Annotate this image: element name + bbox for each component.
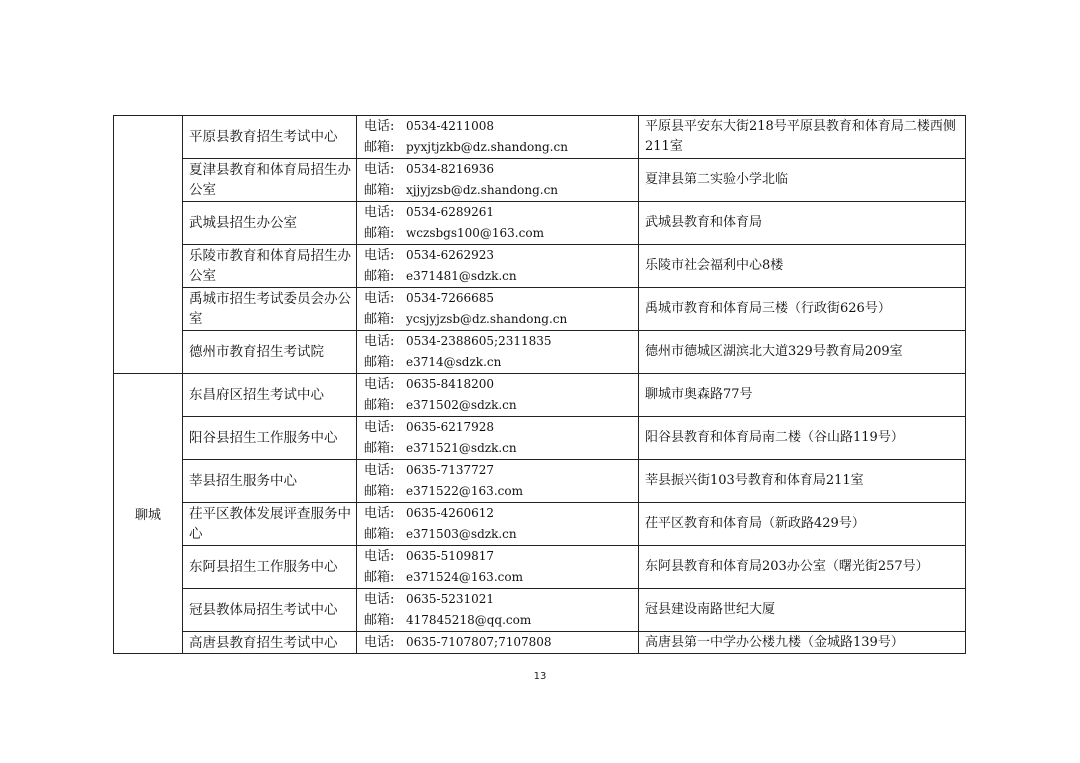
mail-label: 邮箱:	[364, 527, 395, 542]
tel-value: 0635-6217928	[406, 420, 495, 434]
tel-label: 电话:	[364, 119, 395, 134]
address-cell: 夏津县第二实验小学北临	[639, 159, 966, 202]
table-row	[114, 503, 966, 546]
contact-cell	[357, 503, 639, 546]
tel-value: 0534-6262923	[406, 248, 495, 262]
tel-value: 0534-6289261	[406, 205, 495, 219]
mail-value: e371481@sdzk.cn	[406, 269, 517, 283]
tel-label: 电话:	[364, 463, 395, 478]
mail-label: 邮箱:	[364, 269, 395, 284]
table-row	[114, 460, 966, 503]
tel-label: 电话:	[364, 635, 395, 650]
org-name: 德州市教育招生考试院	[183, 331, 357, 374]
mail-value: e371524@163.com	[406, 570, 523, 584]
address-cell: 乐陵市社会福利中心8楼	[639, 245, 966, 288]
table-row	[114, 331, 966, 374]
mail-value: e371522@163.com	[406, 484, 523, 498]
address-cell: 聊城市奥森路77号	[639, 374, 966, 417]
table-row	[114, 288, 966, 331]
address-cell: 平原县平安东大街218号平原县教育和体育局二楼西侧211室	[639, 116, 966, 159]
tel-label: 电话:	[364, 248, 395, 263]
contact-cell	[357, 460, 639, 503]
tel-value: 0534-2388605;2311835	[406, 334, 552, 348]
table-row	[114, 417, 966, 460]
mail-label: 邮箱:	[364, 613, 395, 628]
tel-label: 电话:	[364, 334, 395, 349]
mail-label: 邮箱:	[364, 140, 395, 155]
table-row	[114, 632, 966, 654]
mail-label: 邮箱:	[364, 484, 395, 499]
tel-value: 0534-4211008	[406, 119, 495, 133]
tel-label: 电话:	[364, 162, 395, 177]
tel-label: 电话:	[364, 377, 395, 392]
org-name: 武城县招生办公室	[183, 202, 357, 245]
table-row	[114, 546, 966, 589]
contact-cell	[357, 245, 639, 288]
org-name: 夏津县教育和体育局招生办公室	[183, 159, 357, 202]
tel-value: 0534-8216936	[406, 162, 495, 176]
contact-cell	[357, 159, 639, 202]
mail-label: 邮箱:	[364, 441, 395, 456]
mail-value: e3714@sdzk.cn	[406, 355, 502, 369]
tel-label: 电话:	[364, 420, 395, 435]
contact-cell	[357, 116, 639, 159]
contact-cell	[357, 632, 639, 654]
mail-label: 邮箱:	[364, 183, 395, 198]
mail-value: wczsbgs100@163.com	[406, 226, 544, 240]
org-name: 阳谷县招生工作服务中心	[183, 417, 357, 460]
address-cell: 阳谷县教育和体育局南二楼（谷山路119号）	[639, 417, 966, 460]
mail-value: pyxjtjzkb@dz.shandong.cn	[406, 140, 568, 154]
org-name: 高唐县教育招生考试中心	[183, 632, 357, 654]
contact-cell	[357, 546, 639, 589]
table-row	[114, 116, 966, 159]
table-row	[114, 245, 966, 288]
tel-value: 0635-5109817	[406, 549, 495, 563]
contact-cell	[357, 288, 639, 331]
table-row	[114, 202, 966, 245]
page-number: 13	[533, 671, 547, 682]
mail-value: xjjyjzsb@dz.shandong.cn	[406, 183, 559, 197]
contact-table	[113, 115, 966, 654]
tel-value: 0635-4260612	[406, 506, 495, 520]
region-cell	[114, 116, 183, 374]
address-cell: 茌平区教育和体育局（新政路429号）	[639, 503, 966, 546]
org-name: 莘县招生服务中心	[183, 460, 357, 503]
table-row	[114, 159, 966, 202]
table-row	[114, 589, 966, 632]
mail-value: e371503@sdzk.cn	[406, 527, 517, 541]
address-cell: 禹城市教育和体育局三楼（行政街626号）	[639, 288, 966, 331]
contact-cell	[357, 417, 639, 460]
org-name: 平原县教育招生考试中心	[183, 116, 357, 159]
org-name: 东阿县招生工作服务中心	[183, 546, 357, 589]
address-cell: 东阿县教育和体育局203办公室（曙光街257号）	[639, 546, 966, 589]
address-cell: 武城县教育和体育局	[639, 202, 966, 245]
contact-cell	[357, 202, 639, 245]
mail-value: e371502@sdzk.cn	[406, 398, 517, 412]
address-cell: 高唐县第一中学办公楼九楼（金城路139号）	[639, 632, 966, 654]
address-cell: 冠县建设南路世纪大厦	[639, 589, 966, 632]
contact-cell	[357, 331, 639, 374]
mail-value: 417845218@qq.com	[406, 613, 532, 627]
org-name: 禹城市招生考试委员会办公室	[183, 288, 357, 331]
mail-label: 邮箱:	[364, 570, 395, 585]
tel-value: 0635-5231021	[406, 592, 495, 606]
address-cell: 德州市德城区湖滨北大道329号教育局209室	[639, 331, 966, 374]
tel-value: 0635-7107807;7107808	[406, 635, 552, 649]
tel-label: 电话:	[364, 592, 395, 607]
mail-value: ycsjyjzsb@dz.shandong.cn	[406, 312, 568, 326]
tel-label: 电话:	[364, 291, 395, 306]
org-name: 茌平区教体发展评查服务中心	[183, 503, 357, 546]
address-cell: 莘县振兴街103号教育和体育局211室	[639, 460, 966, 503]
mail-label: 邮箱:	[364, 312, 395, 327]
contact-cell	[357, 589, 639, 632]
contact-cell	[357, 374, 639, 417]
tel-value: 0534-7266685	[406, 291, 495, 305]
org-name: 东昌府区招生考试中心	[183, 374, 357, 417]
org-name: 冠县教体局招生考试中心	[183, 589, 357, 632]
tel-value: 0635-8418200	[406, 377, 495, 391]
table-row	[114, 374, 966, 417]
tel-label: 电话:	[364, 205, 395, 220]
mail-label: 邮箱:	[364, 355, 395, 370]
tel-label: 电话:	[364, 549, 395, 564]
mail-label: 邮箱:	[364, 398, 395, 413]
tel-label: 电话:	[364, 506, 395, 521]
tel-value: 0635-7137727	[406, 463, 495, 477]
region-cell: 聊城	[114, 374, 183, 654]
mail-label: 邮箱:	[364, 226, 395, 241]
org-name: 乐陵市教育和体育局招生办公室	[183, 245, 357, 288]
mail-value: e371521@sdzk.cn	[406, 441, 517, 455]
